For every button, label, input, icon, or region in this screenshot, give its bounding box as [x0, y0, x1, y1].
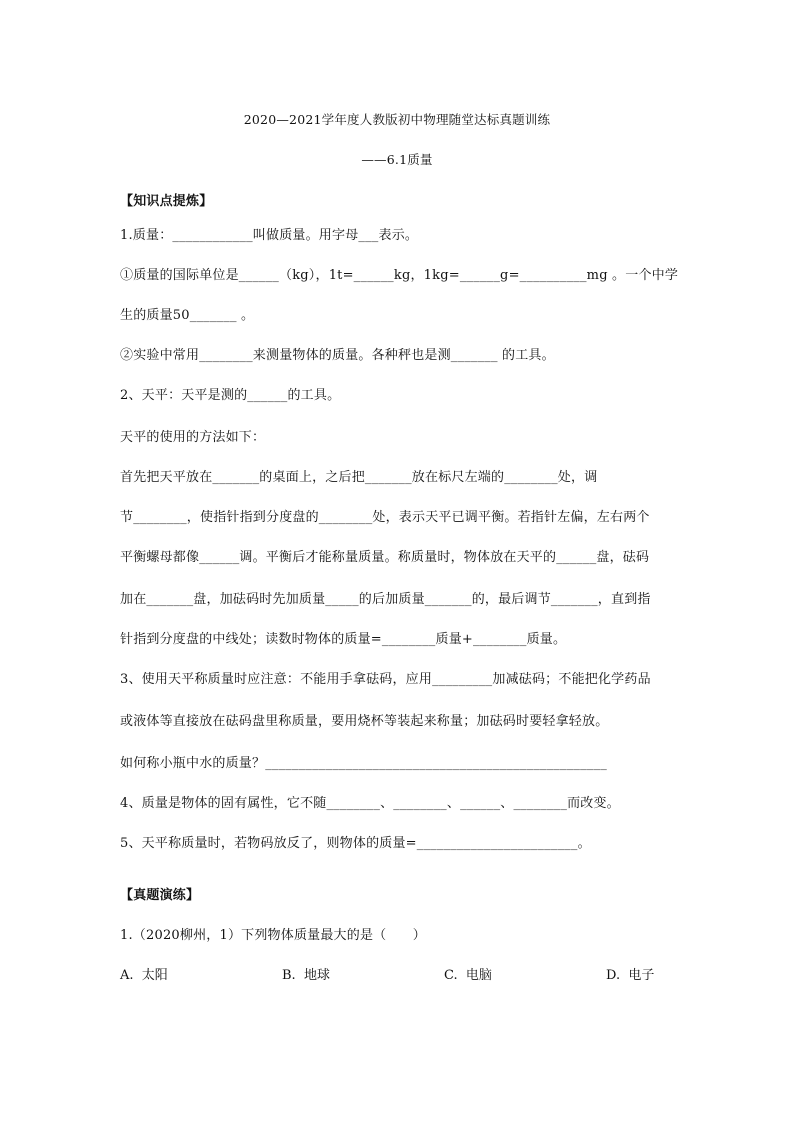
knowledge-line: 1.质量：____________叫做质量。用字母___表示。: [120, 228, 419, 243]
knowledge-line: 首先把天平放在_______的桌面上，之后把_______放在标尺左端的________处，调: [120, 470, 598, 485]
knowledge-line: 生的质量50_______ 。: [120, 308, 255, 323]
option-d: D. 电子: [606, 968, 655, 983]
document-subtitle: ——6.1质量: [361, 152, 433, 167]
option-b: B. 地球: [282, 968, 330, 983]
knowledge-line: ①质量的国际单位是______（kg），1t=______kg，1kg=______g=__________mg 。一个中学: [120, 268, 679, 283]
knowledge-line: 2、天平：天平是测的______的工具。: [120, 388, 341, 403]
knowledge-line: 天平的使用的方法如下：: [120, 430, 266, 445]
knowledge-line: 或液体等直接放在砝码盘里称质量，要用烧杯等装起来称量；加砝码时要轻拿轻放。: [120, 714, 609, 729]
knowledge-line: 平衡螺母都像______调。平衡后才能称量质量。称质量时，物体放在天平的______盘，砝码: [120, 550, 650, 565]
knowledge-line: 5、天平称质量时，若物码放反了，则物体的质量=________________________。: [120, 836, 591, 851]
document-title: 2020—2021学年度人教版初中物理随堂达标真题训练: [243, 112, 551, 127]
knowledge-line: 如何称小瓶中水的质量？___________________________________________________: [120, 756, 607, 771]
option-a: A. 太阳: [120, 968, 168, 983]
knowledge-line: 4、质量是物体的固有属性，它不随________、________、______、________而改变。: [120, 796, 620, 811]
knowledge-line: ②实验中常用________来测量物体的质量。各种秤也是测_______ 的工具。: [120, 348, 555, 363]
practice-heading: 【真题演练】: [120, 888, 200, 903]
option-c: C. 电脑: [444, 968, 492, 983]
question-1: 1.（2020柳州，1）下列物体质量最大的是（ ）: [120, 928, 426, 943]
knowledge-heading: 【知识点提炼】: [120, 194, 213, 209]
knowledge-line: 节________，使指针指到分度盘的________处，表示天平已调平衡。若指针左偏，左右两个: [120, 510, 650, 525]
knowledge-line: 加在_______盘，加砝码时先加质量_____的后加质量_______的，最后调节_______，直到指: [120, 592, 651, 607]
knowledge-line: 针指到分度盘的中线处；读数时物体的质量=________质量+________质量。: [120, 632, 567, 647]
knowledge-line: 3、使用天平称质量时应注意：不能用手拿砝码，应用_________加减砝码；不能把化学药品: [120, 672, 651, 687]
